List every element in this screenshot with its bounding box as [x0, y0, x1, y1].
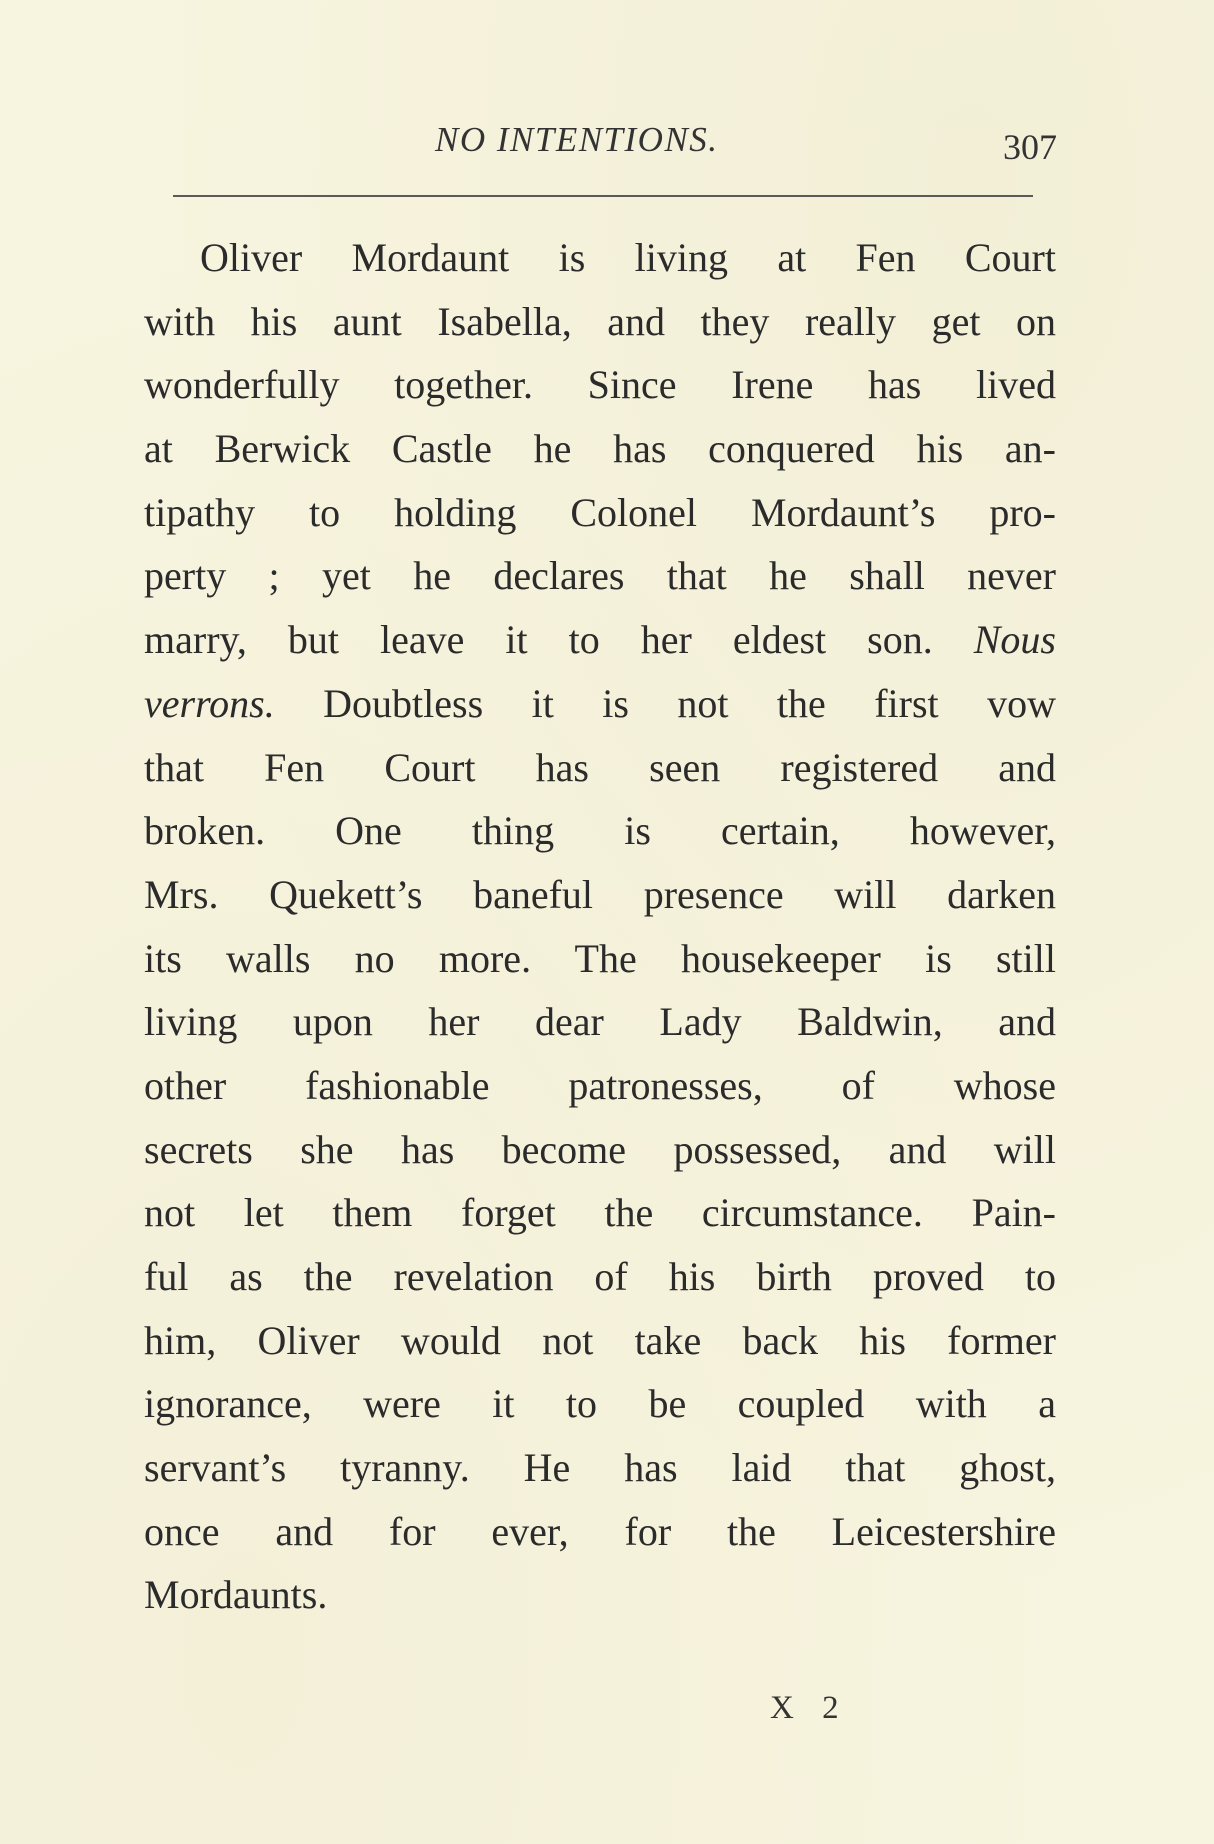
text-line: once and for ever, for the Leicestershire	[144, 1508, 1056, 1554]
text-line: Mrs. Quekett’s baneful presence will darken	[144, 871, 1056, 917]
text-line: ful as the revelation of his birth proved to	[144, 1254, 1056, 1299]
text-line: secrets she has become possessed, and will	[144, 1126, 1056, 1172]
text-line	[144, 608, 1056, 672]
text-line: Mordaunts.	[144, 1572, 328, 1618]
text-line	[144, 672, 1056, 736]
text-line: at Berwick Castle he has conquered his an-	[144, 426, 1056, 472]
text-line: other fashionable patronesses, of whose	[144, 1062, 1056, 1108]
text-line: him, Oliver would not take back his former	[144, 1317, 1056, 1363]
page-number: 307	[1003, 127, 1057, 167]
text-line: tipathy to holding Colonel Mordaunt’s pro-	[144, 489, 1056, 535]
running-head	[0, 112, 1214, 167]
text-line: broken. One thing is certain, however,	[144, 808, 1056, 854]
running-title: NO INTENTIONS.	[435, 120, 719, 159]
text-line: that Fen Court has seen registered and	[144, 744, 1056, 790]
text-line: servant’s tyranny. He has laid that ghost,	[144, 1445, 1056, 1491]
text-line: perty ; yet he declares that he shall never	[144, 553, 1056, 599]
text-line: not let them forget the circumstance. Pain-	[144, 1190, 1056, 1236]
signature-mark: X 2	[770, 1690, 849, 1726]
text-segment: Doubtless it is not the first vow	[323, 680, 1056, 726]
body-text	[144, 226, 1056, 1627]
text-line: with his aunt Isabella, and they really get on	[144, 298, 1056, 344]
text-line: Oliver Mordaunt is living at Fen Court	[200, 235, 1056, 280]
italic-phrase: Nous	[973, 617, 1056, 663]
text-line: living upon her dear Lady Baldwin, and	[144, 999, 1056, 1045]
header-rule	[173, 195, 1033, 197]
text-line: wonderfully together. Since Irene has lived	[144, 362, 1056, 408]
text-line: its walls no more. The housekeeper is still	[144, 935, 1056, 981]
italic-phrase: verrons.	[144, 680, 275, 726]
text-segment: marry, but leave it to her eldest son.	[144, 617, 933, 663]
text-line: ignorance, were it to be coupled with a	[144, 1381, 1056, 1427]
